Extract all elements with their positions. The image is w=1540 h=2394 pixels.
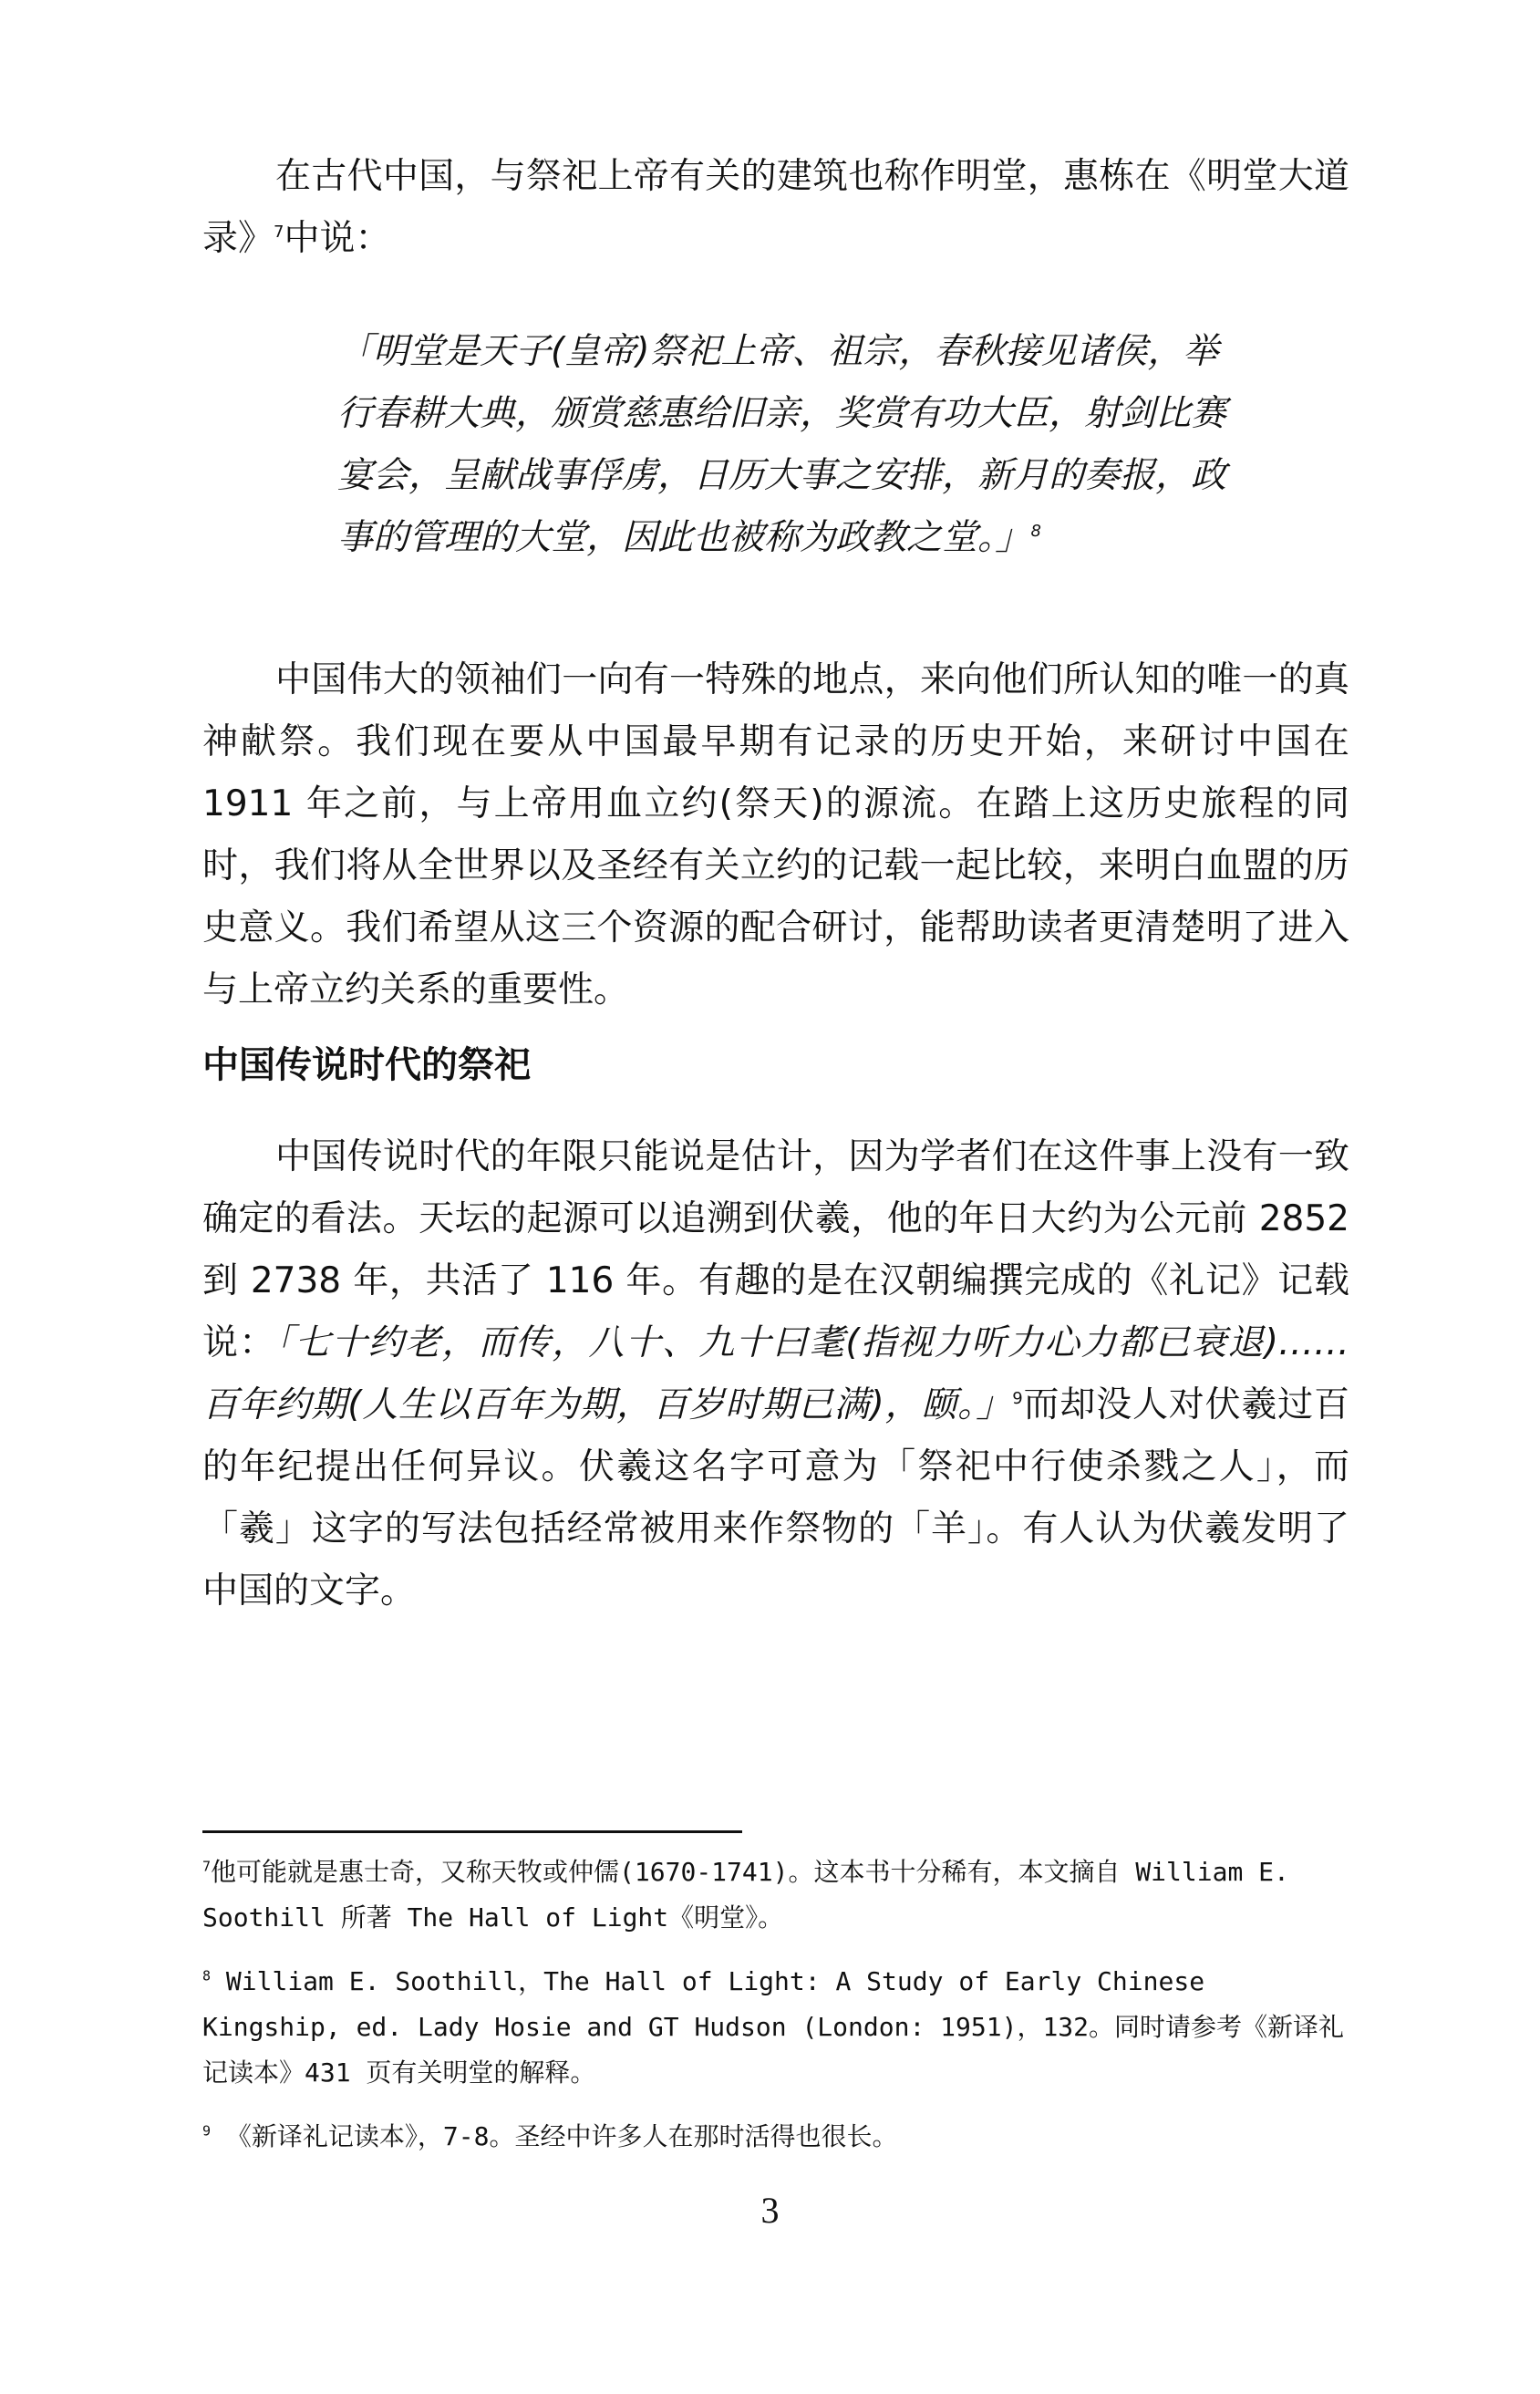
footnote-mark: 9 (202, 2122, 212, 2140)
block-quote (337, 321, 1249, 569)
footnote-8 (202, 1959, 1349, 2096)
paragraph-1-text: 在古代中国，与祭祀上帝有关的建筑也称作明堂，惠栋在《明堂大道录》 (202, 156, 1349, 259)
paragraph-3-text-end: 而却没人对伏羲过百的年纪提出任何异议。伏羲这名字可意为「祭祀中行使杀戮之人」，而「羲」这字的写法包括经常被用来作祭物的「羊」。有人认为伏羲发明了中国的文字。 (202, 1384, 1349, 1612)
page-number: 3 (760, 2190, 780, 2231)
block-quote-text: 「明堂是天子(皇帝)祭祀上帝、祖宗，春秋接见诸侯，举行春耕大典，颁赏慈惠给旧亲，奖赏有功大臣，射剑比赛宴会，呈献战事俘虏，日历大事之安排，新月的奏报，政事的管理的大堂，因此也被称为政教之堂。」 (337, 331, 1227, 558)
section-heading: 中国传说时代的祭祀 (202, 1044, 531, 1086)
paragraph-3 (202, 1126, 1349, 1622)
paragraph-3-text: 中国传说时代的年限只能说是估计，因为学者们在这件事上没有一致确定的看法。天坛的起源可以追溯到伏羲，他的年日大约为公元前 2852 到 2738 年，共活了 116 年。有趣的是在汉朝编撰完成的《礼记》记载说： (202, 1136, 1349, 1363)
footnote-text: William E. Soothill，The Hall of Light: A Study of Early Chinese Kingship, ed. Lady Hosie and GT Hudson (London: 1951)，132。同时请参考《新译礼记读本》431 页有关明堂的解释。 (202, 1966, 1345, 2088)
footnote-ref-7[interactable]: 7 (274, 223, 284, 242)
paragraph-3-quote: 「七十约老，而传，八十、九十曰耄(指视力听力心力都已衰退)……百年约期(人生以百年为期，百岁时期已满)，颐。」 (202, 1322, 1349, 1425)
footnote-mark: 7 (202, 1858, 212, 1875)
paragraph-2 (202, 649, 1349, 1021)
footnote-separator (202, 1830, 742, 1833)
footnote-mark: 8 (202, 1967, 212, 1985)
footnote-text: 《新译礼记读本》，7-8。圣经中许多人在那时活得也很长。 (211, 2121, 898, 2151)
footnote-ref-9[interactable]: 9 (1012, 1389, 1023, 1408)
footnote-9 (202, 2114, 1349, 2160)
footnote-7 (202, 1850, 1349, 1941)
paragraph-1-text-end: 中说： (284, 218, 391, 259)
footnote-ref-8[interactable]: 8 (1030, 522, 1041, 541)
footnote-text: 他可能就是惠士奇，又称天牧或仲儒(1670-1741)。这本书十分稀有，本文摘自 William E. Soothill 所著 The Hall of Light《明堂》。 (202, 1857, 1289, 1933)
paragraph-1 (202, 146, 1349, 270)
paragraph-2-text: 中国伟大的领袖们一向有一特殊的地点，来向他们所认知的唯一的真神献祭。我们现在要从中国最早期有记录的历史开始，来研讨中国在 1911 年之前，与上帝用血立约(祭天)的源流。在踏上这历史旅程的同时，我们将从全世界以及圣经有关立约的记载一起比较，来明白血盟的历史意义。我们希望从这三个资源的配合研讨，能帮助读者更清楚明了进入与上帝立约关系的重要性。 (202, 659, 1349, 1010)
